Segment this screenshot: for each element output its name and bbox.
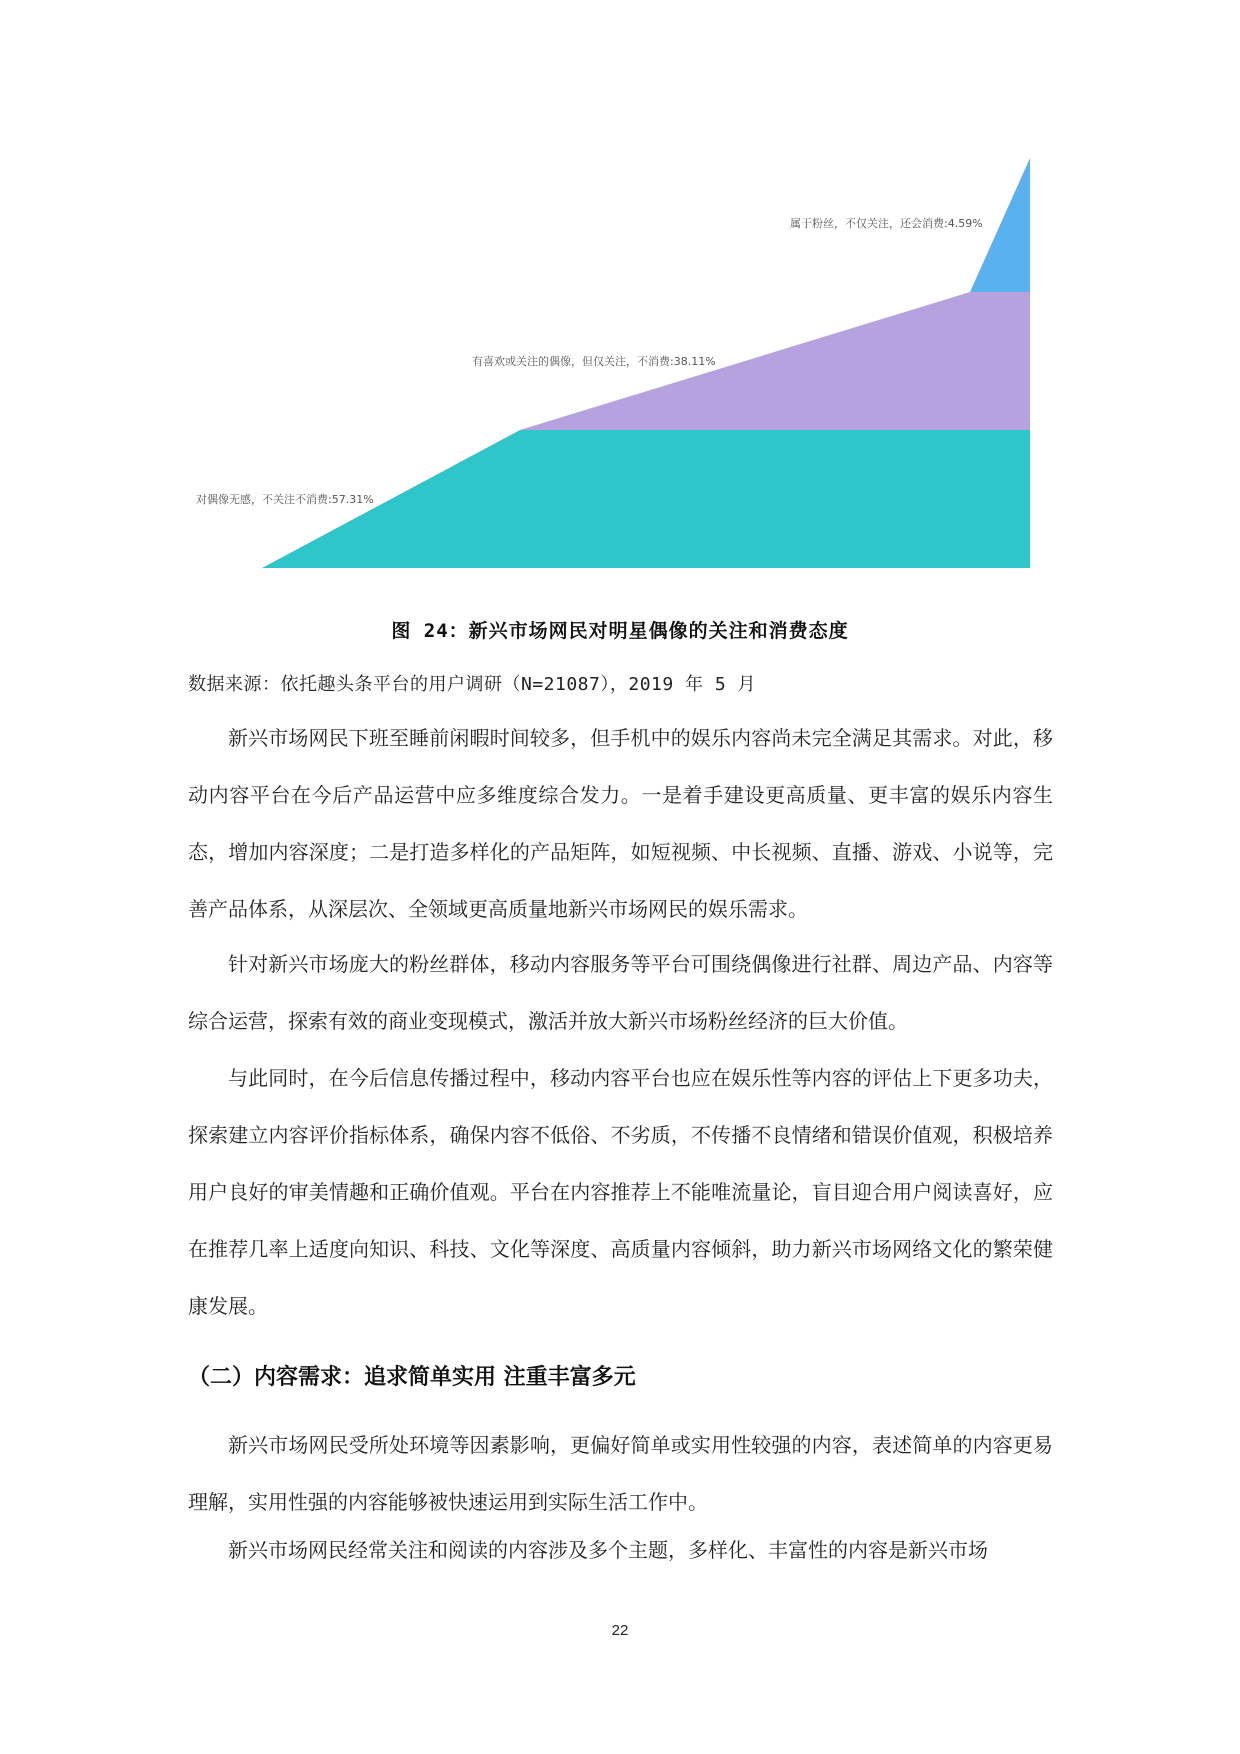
area-segment-no-interest[interactable] xyxy=(262,430,1030,568)
section-heading: （二）内容需求：追求简单实用 注重丰富多元 xyxy=(188,1365,636,1390)
body-paragraph: 针对新兴市场庞大的粉丝群体，移动内容服务等平台可围绕偶像进行社群、周边产品、内容等综合运营，探索有效的商业变现模式，激活并放大新兴市场粉丝经济的巨大价值。 xyxy=(188,952,1053,1033)
funnel-area-chart xyxy=(0,0,1240,600)
area-label-follow-only: 有喜欢或关注的偶像，但仅关注，不消费:38.11% xyxy=(472,355,716,368)
page-number: 22 xyxy=(611,1622,629,1639)
body-paragraph: 新兴市场网民下班至睡前闲暇时间较多，但手机中的娱乐内容尚未完全满足其需求。对此，移动内容平台在今后产品运营中应多维度综合发力。一是着手建设更高质量、更丰富的娱乐内容生态，增加内容深度；二是打造多样化的产品矩阵，如短视频、中长视频、直播、游戏、小说等，完善产品体系，从深层次、全领域更高质量地新兴市场网民的娱乐需求。 xyxy=(188,726,1053,921)
data-source-note: 数据来源：依托趣头条平台的用户调研（N=21087），2019 年 5 月 xyxy=(188,674,757,695)
figure-caption: 图 24：新兴市场网民对明星偶像的关注和消费态度 xyxy=(391,620,849,642)
area-label-fans-consume: 属于粉丝，不仅关注，还会消费:4.59% xyxy=(790,217,983,230)
body-paragraph: 新兴市场网民经常关注和阅读的内容涉及多个主题，多样化、丰富性的内容是新兴市场 xyxy=(228,1538,988,1562)
body-paragraph: 新兴市场网民受所处环境等因素影响，更偏好简单或实用性较强的内容，表述简单的内容更易理解，实用性强的内容能够被快速运用到实际生活工作中。 xyxy=(188,1433,1053,1514)
area-label-no-interest: 对偶像无感，不关注不消费:57.31% xyxy=(196,493,374,506)
body-paragraph: 与此同时，在今后信息传播过程中，移动内容平台也应在娱乐性等内容的评估上下更多功夫，探索建立内容评价指标体系，确保内容不低俗、不劣质，不传播不良情绪和错误价值观，积极培养用户良好的审美情趣和正确价值观。平台在内容推荐上不能唯流量论，盲目迎合用户阅读喜好，应在推荐几率上适度向知识、科技、文化等深度、高质量内容倾斜，助力新兴市场网络文化的繁荣健康发展。 xyxy=(188,1066,1053,1318)
